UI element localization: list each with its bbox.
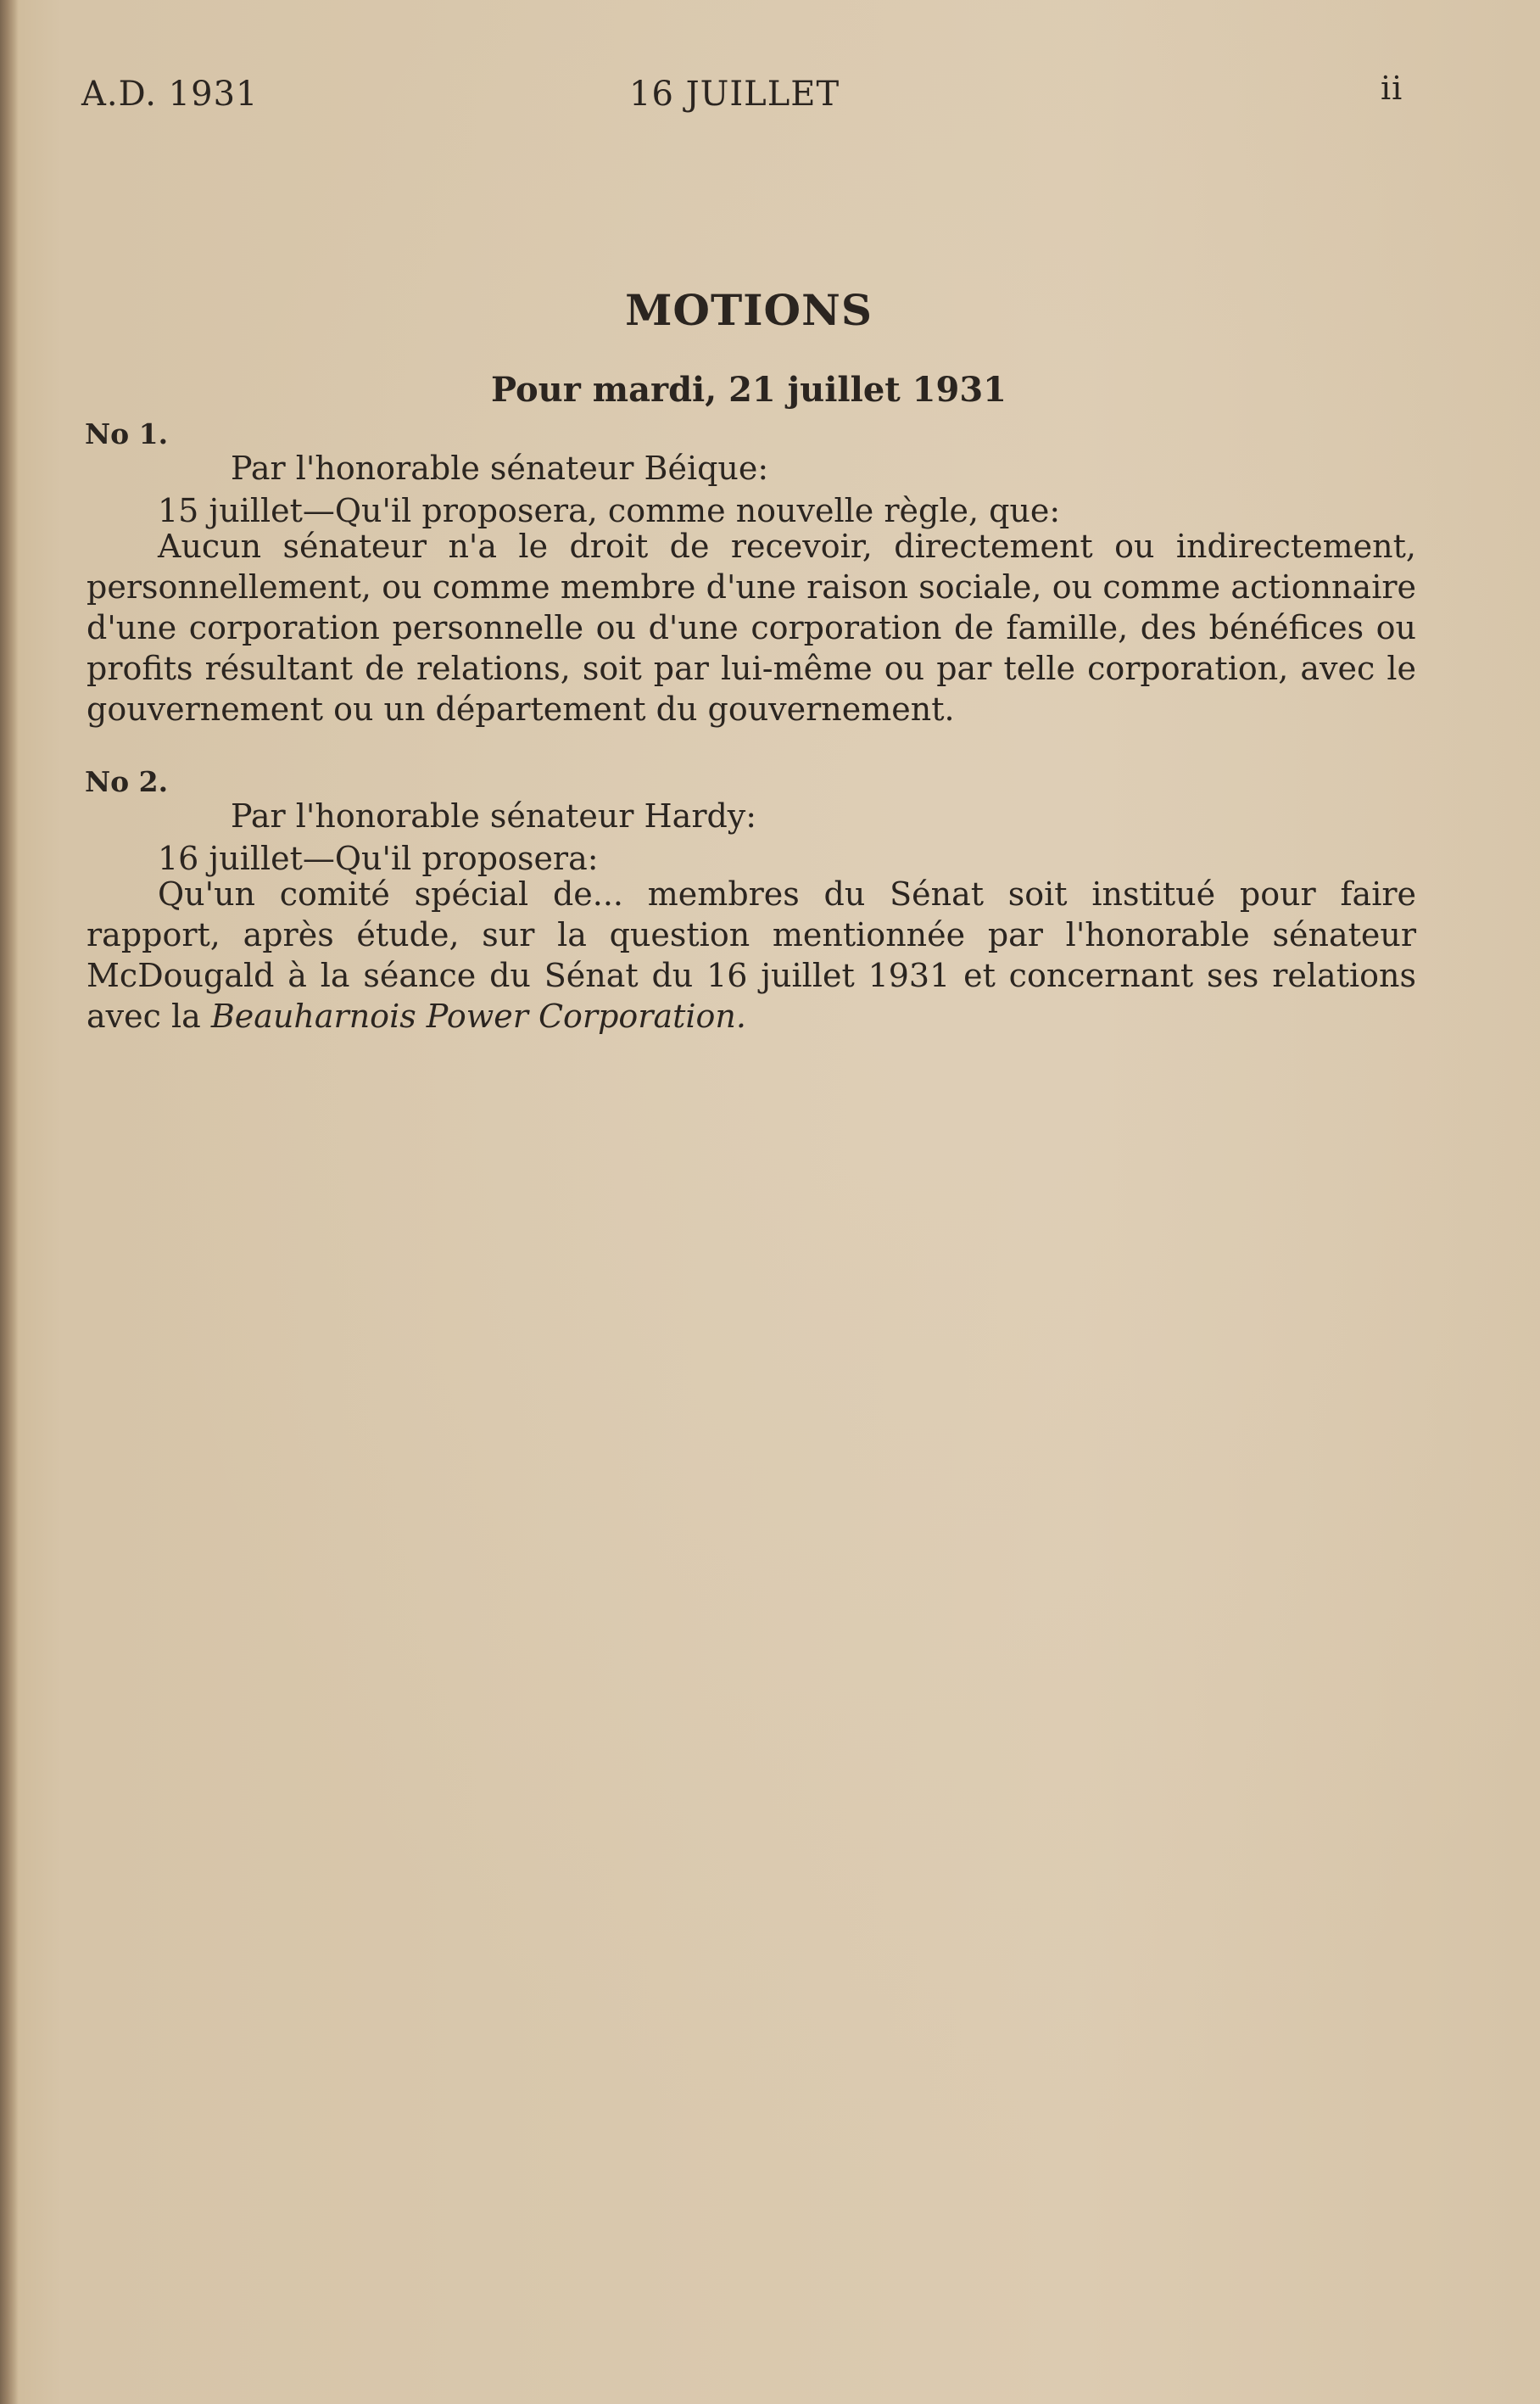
book-spine-shadow: [0, 0, 19, 2404]
motion-mover: Par l'honorable sénateur Hardy:: [231, 797, 757, 835]
motion-text: [86, 874, 1416, 1037]
motion-date-line: 15 juillet—Qu'il proposera, comme nouvelle règle, que:: [158, 492, 1061, 529]
page-title: MOTIONS: [625, 285, 873, 335]
motion-mover: Par l'honorable sénateur Béique:: [231, 450, 769, 487]
motion-text-italic: Beauharnois Power Corporation.: [210, 998, 746, 1035]
motion-text: Aucun sénateur n'a le droit de recevoir, directement ou indirectement, personnellement, ou comme membre d'une raison sociale, ou comme actionnaire d'une corporation personnelle ou d'une corporation de famille, des bénéfices ou profits résultant de relations, soit par lui-même ou par telle corporation, avec le gouvernement ou un département du gouvernement.: [86, 528, 1416, 728]
motion-number: No 2.: [85, 765, 169, 798]
header-year: A.D. 1931: [81, 75, 259, 114]
motion-number: No 1.: [85, 417, 169, 450]
page-number: ii: [1381, 70, 1403, 107]
motion-text-roman: Qu'un comité spécial de... membres du Sénat soit institué pour faire rapport, après étude, sur la question mentionnée par l'honorable sénateur McDougald à la séance du Sénat du 16 juillet 1931 et concernant ses relations avec la: [86, 875, 1416, 1035]
header-date: 16 JUILLET: [629, 75, 840, 114]
motion-date-line: 16 juillet—Qu'il proposera:: [158, 840, 599, 877]
page-subtitle: Pour mardi, 21 juillet 1931: [490, 370, 1007, 410]
